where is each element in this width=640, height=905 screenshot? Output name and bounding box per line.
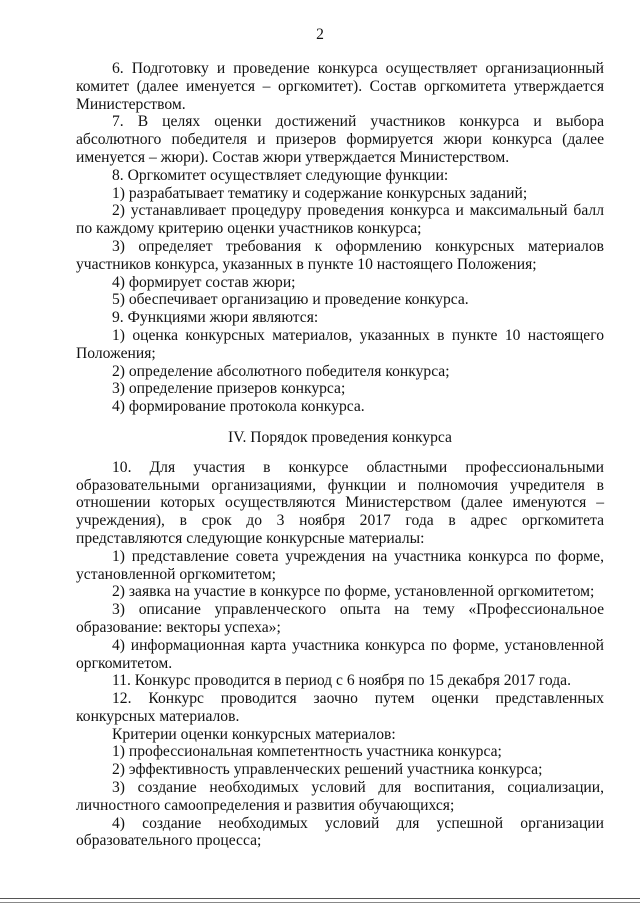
- list-item: 5) обеспечивает организацию и проведение конкурса.: [112, 291, 469, 309]
- paragraph: 6. Подготовку и проведение конкурса осуществляет организационный комитет (далее именуется – оргкомитет). Состав оргкомитета утверждается Министерством.: [76, 60, 604, 113]
- scan-edge-line: [0, 898, 640, 899]
- paragraph: 7. В целях оценки достижений участников конкурса и выбора абсолютного победителя и призеров формируется жюри конкурса (далее именуется – жюри). Состав жюри утверждается Министерством.: [76, 113, 604, 166]
- list-item: 3) определяет требования к оформлению конкурсных материалов участников конкурса, указанных в пункте 10 настоящего Положения;: [76, 237, 604, 273]
- list-item: 2) эффективность управленческих решений участника конкурса;: [112, 761, 543, 779]
- page-number: 2: [316, 26, 324, 43]
- paragraph: 10. Для участия в конкурсе областными профессиональными образовательными организациями, функции и полномочия учредителя в отношении которых осуществляются Министерством (далее именуются – учреждения), в срок до 3 ноября 2017 года в адрес оргкомитета представляются следующие конкурсные материалы:: [76, 458, 604, 547]
- list-item: 4) формирование протокола конкурса.: [112, 398, 365, 416]
- list-item: 1) разрабатывает тематику и содержание конкурсных заданий;: [112, 184, 528, 202]
- paragraph: 8. Оргкомитет осуществляет следующие функции:: [112, 166, 449, 184]
- list-item: 1) профессиональная компетентность участника конкурса;: [112, 743, 502, 761]
- list-item: 1) оценка конкурсных материалов, указанных в пункте 10 настоящего Положения;: [76, 326, 604, 362]
- document-body: [76, 60, 604, 850]
- list-item: 4) формирует состав жюри;: [112, 273, 296, 291]
- list-item: 2) заявка на участие в конкурсе по форме, установленной оргкомитетом;: [112, 583, 595, 601]
- paragraph: 12. Конкурс проводится заочно путем оценки представленных конкурсных материалов.: [76, 690, 604, 725]
- list-item: 3) описание управленческого опыта на тему «Профессиональное образование: векторы успеха»;: [76, 601, 604, 636]
- list-item: 1) представление совета учреждения на участника конкурса по форме, установленной оргкомитетом;: [76, 547, 604, 583]
- list-item: 3) определение призеров конкурса;: [112, 380, 346, 398]
- section-heading: IV. Порядок проведения конкурса: [228, 428, 452, 446]
- scan-edge-line: [0, 902, 640, 903]
- paragraph: Критерии оценки конкурсных материалов:: [112, 725, 396, 743]
- list-item: 2) определение абсолютного победителя конкурса;: [112, 362, 450, 380]
- list-item: 2) устанавливает процедуру проведения конкурса и максимальный балл по каждому критерию оценки участников конкурса;: [76, 202, 604, 238]
- paragraph: 11. Конкурс проводится в период с 6 ноября по 15 декабря 2017 года.: [112, 672, 571, 690]
- list-item: 4) информационная карта участника конкурса по форме, установленной оргкомитетом.: [76, 636, 604, 672]
- paragraph: 9. Функциями жюри являются:: [112, 309, 319, 327]
- list-item: 3) создание необходимых условий для воспитания, социализации, личностного самоопределения и развития обучающихся;: [76, 779, 604, 814]
- list-item: 4) создание необходимых условий для успешной организации образовательного процесса;: [76, 814, 604, 850]
